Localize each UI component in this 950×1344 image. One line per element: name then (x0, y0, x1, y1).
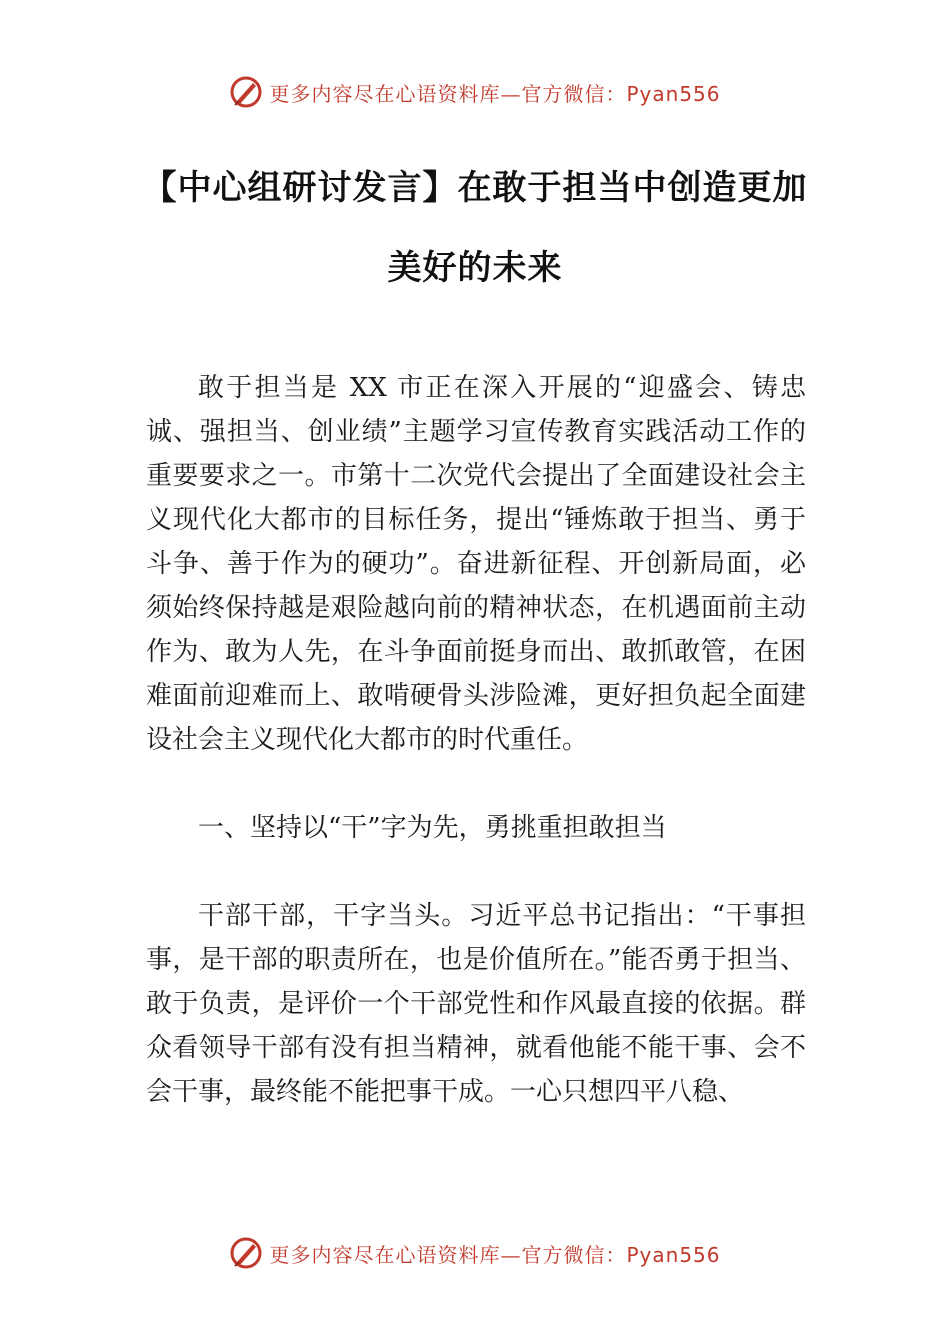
title-line-2: 美好的未来 (387, 248, 563, 288)
document-title (0, 148, 950, 308)
section-heading-1: 一、坚持以“干”字为先，勇挑重担敢担当 (198, 813, 667, 843)
watermark-wechat-id: Pyan556 (626, 1242, 721, 1267)
paragraph-intro: 敢于担当是 XX 市正在深入开展的“迎盛会、铸忠诚、强担当、创业绩”主题学习宣传教育实践活动工作的重要要求之一。市第十二次党代会提出了全面建设社会主义现代化大都市的目标任务，提出“锤炼敢于担当、勇于斗争、善于作为的硬功”。奋进新征程、开创新局面，必须始终保持越是艰险越向前的精神状态，在机遇面前主动作为、敢为人先，在斗争面前挺身而出、敢抓敢管，在困难面前迎难而上、敢啃硬骨头涉险滩，更好担负起全面建设社会主义现代化大都市的时代重任。 (146, 373, 806, 755)
watermark-text (269, 78, 720, 107)
pen-seal-icon (229, 1236, 263, 1270)
watermark-brand: 更多内容尽在心语资料库 (269, 1242, 501, 1267)
watermark-contact: 官方微信： (521, 81, 627, 106)
watermark-footer (0, 1233, 950, 1273)
paragraph-section-1: 干部干部，干字当头。习近平总书记指出：“干事担事，是干部的职责所在，也是价值所在。”能否勇于担当、敢于负责，是评价一个干部党性和作风最直接的依据。群众看领导干部有没有担当精神，就看他能不能干事、会不会干事，最终能不能把事干成。一心只想四平八稳、 (146, 901, 806, 1107)
watermark-separator: — (500, 1242, 522, 1267)
watermark-text (269, 1239, 720, 1268)
watermark-wechat-id: Pyan556 (626, 81, 721, 106)
title-line-1: 【中心组研讨发言】在敢于担当中创造更加 (142, 168, 808, 208)
watermark-contact: 官方微信： (521, 1242, 627, 1267)
watermark-separator: — (500, 81, 522, 106)
pen-seal-icon (229, 75, 263, 109)
document-body (146, 366, 806, 1114)
watermark-brand: 更多内容尽在心语资料库 (269, 81, 501, 106)
watermark-header (0, 72, 950, 112)
